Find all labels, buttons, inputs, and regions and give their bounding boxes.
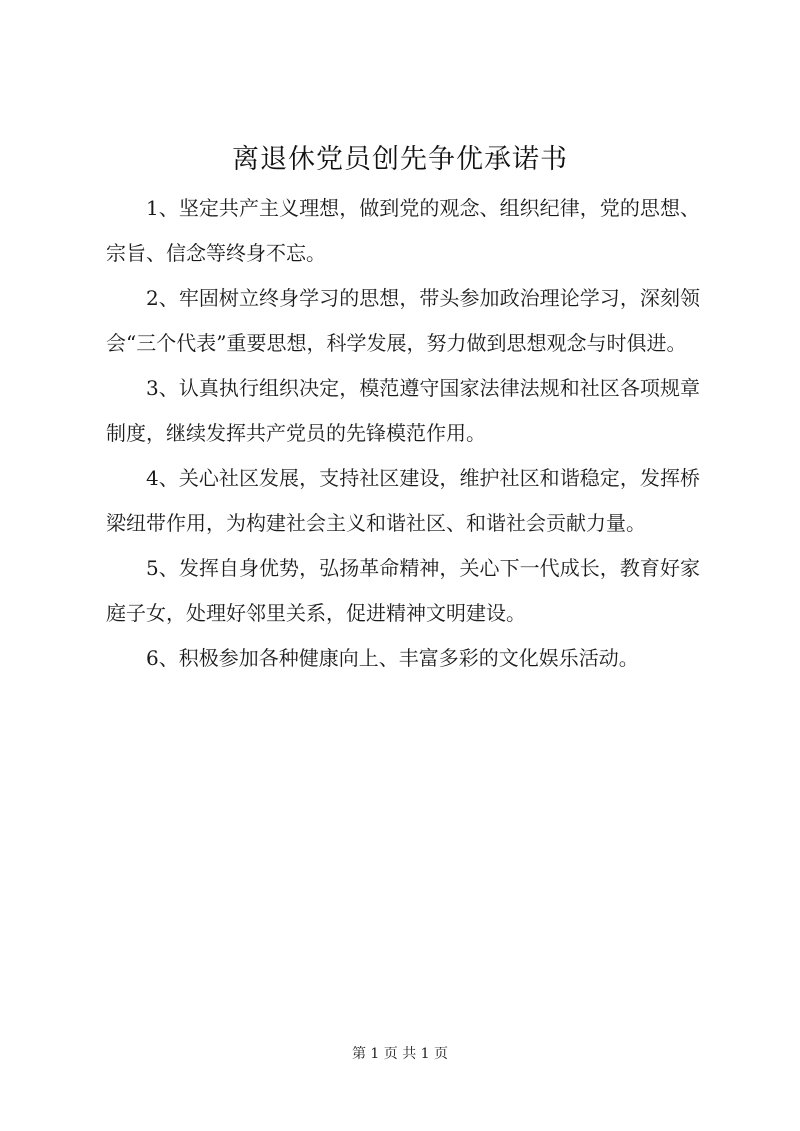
- pledge-item-3: 3、认真执行组织决定，模范遵守国家法律法规和社区各项规章制度，继续发挥共产党员的先锋模范作用。: [106, 376, 700, 445]
- pledge-item-2: 2、牢固树立终身学习的思想，带头参加政治理论学习，深刻领会“三个代表”重要思想，科学发展，努力做到思想观念与时俱进。: [106, 286, 700, 355]
- pledge-item-6: 6、积极参加各种健康向上、丰富多彩的文化娱乐活动。: [146, 646, 639, 670]
- document-title: 离退休党员创先争优承诺书: [232, 144, 568, 175]
- page-footer: 第 1 页 共 1 页: [351, 1046, 449, 1062]
- document-body: [106, 186, 700, 681]
- pledge-item-5: 5、发挥自身优势，弘扬革命精神，关心下一代成长，教育好家庭子女，处理好邻里关系，促进精神文明建设。: [106, 556, 700, 625]
- pledge-item-1: 1、坚定共产主义理想，做到党的观念、组织纪律，党的思想、宗旨、信念等终身不忘。: [106, 196, 700, 265]
- pledge-item-4: 4、关心社区发展，支持社区建设，维护社区和谐稳定，发挥桥梁纽带作用，为构建社会主义和谐社区、和谐社会贡献力量。: [106, 466, 700, 535]
